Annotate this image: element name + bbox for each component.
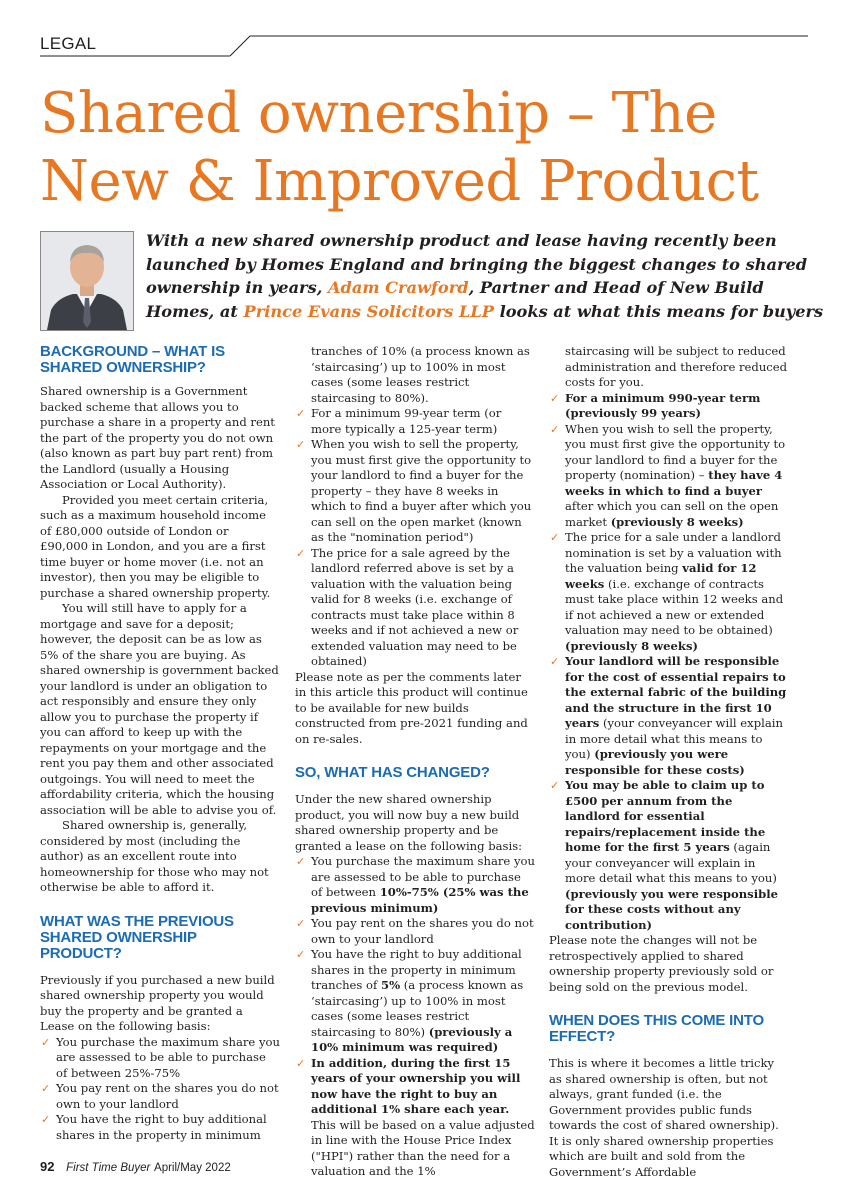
list-item: ✓ For a minimum 99-year term (or more typically a 125-year term)	[295, 406, 535, 437]
list-item: ✓ You purchase the maximum share you are assessed to be able to purchase of between 10%-75% (25% was the previous minimum)	[295, 854, 535, 916]
header-rule	[0, 0, 848, 60]
firm-name: Prince Evans Solicitors LLP	[243, 301, 494, 321]
list-item-continued: tranches of 10% (a process known as ‘staircasing’) up to 100% in most cases (some leases restrict staircasing to 80%).	[311, 344, 530, 405]
list-item: ✓ The price for a sale agreed by the landlord referred above is set by a valuation with the valuation being valid for 8 weeks (i.e. exchange of contracts must take place within 8 weeks and if not achieved a new or extended valuation may need to be obtained)	[295, 546, 535, 670]
heading-when-effect: WHEN DOES THIS COME INTO EFFECT?	[549, 1012, 764, 1045]
column-3	[549, 344, 789, 1180]
paragraph: Provided you meet certain criteria, such as a maximum household income of £80,000 outside of London or £90,000 in London, and you are a first time buyer or home mover (i.e. not an investor), then you may be eligible to purchase a shared ownership property.	[40, 492, 271, 600]
page-number: 92	[40, 1159, 55, 1174]
section-tag: LEGAL	[40, 34, 97, 53]
list-item: ✓ In addition, during the first 15 years of your ownership you will now have the right to buy an additional 1% share each year. This will be based on a value adjusted in line with the House Price Index ("HPI") rather than the need for a valuation and the 1%	[295, 1056, 535, 1180]
author-photo	[40, 231, 134, 331]
publication-name: First Time Buyer	[66, 1162, 151, 1174]
heading-background: BACKGROUND – WHAT IS SHARED OWNERSHIP?	[40, 343, 225, 376]
list-item: ✓ Your landlord will be responsible for the cost of essential repairs to the external fabric of the building and the structure in the first 10 years (your conveyancer will explain in more detail what this means to you) (previously you were responsible for these costs)	[549, 654, 789, 778]
list-item: ✓ When you wish to sell the property, you must first give the opportunity to your landlord to find a buyer for the property (nomination) – they have 4 weeks in which to find a buyer after which you can sell on the open market (previously 8 weeks)	[549, 422, 789, 531]
list-item: ✓ When you wish to sell the property, you must first give the opportunity to your landlord to find a buyer for the property – they have 8 weeks in which to find a buyer after which you can sell on the open market (known as the "nomination period")	[295, 437, 535, 546]
heading-what-changed: SO, WHAT HAS CHANGED?	[295, 764, 490, 781]
list-item: ✓ You may be able to claim up to £500 per annum from the landlord for essential repairs/replacement inside the home for the first 5 years (again your conveyancer will explain in more detail what this means to you) (previously you were responsible for these costs without any contribution)	[549, 778, 789, 933]
list-item: ✓ For a minimum 990-year term (previously 99 years)	[549, 391, 789, 422]
column-1	[40, 344, 280, 1143]
previous-terms-list	[40, 1035, 280, 1144]
paragraph: Previously if you purchased a new build shared ownership property you would buy the property and be granted a Lease on the following basis:	[40, 972, 275, 1033]
new-terms-list	[295, 854, 535, 1180]
list-item: ✓ You pay rent on the shares you do not own to your landlord	[295, 916, 535, 947]
paragraph: This is where it becomes a little tricky as shared ownership is often, but not always, grant funded (i.e. the Government provides public funds towards the cost of shared ownership). It is only shared ownership properties which are built and sold from the Government’s Affordable	[549, 1056, 779, 1179]
paragraph: Under the new shared ownership product, you will now buy a new build shared ownership property and be granted a lease on the following basis:	[295, 792, 523, 853]
paragraph: You will still have to apply for a mortgage and save for a deposit; however, the deposit can be as low as 5% of the share you are buying. As shared ownership is government backed your landlord is under an obligation to act responsibly and ensure they only allow you to purchase the property if you can afford to keep up with the repayments on your mortgage and the rent you pay them and other associated outgoings. You will need to meet the affordability criteria, which the housing association will be able to advise you of.	[40, 601, 279, 817]
paragraph: Please note as per the comments later in this article this product will continue to be available for new builds constructed from pre-2021 funding and on re-sales.	[295, 669, 528, 746]
paragraph: Shared ownership is, generally, considered by most (including the author) as an excellent route into homeownership for those who may not otherwise be able to afford it.	[40, 818, 269, 894]
previous-terms-list-cont	[295, 344, 535, 670]
new-terms-list-cont	[549, 391, 789, 934]
list-item: ✓ You have the right to buy additional shares in the property in minimum tranches of 5% (a process known as ‘staircasing’) up to 100% in most cases (some leases restrict staircasing to 80%) (previously a 10% minimum was required)	[295, 947, 535, 1056]
page-footer	[40, 1159, 231, 1174]
paragraph: Please note the changes will not be retrospectively applied to shared ownership property previously sold or being sold on the previous model.	[549, 933, 774, 994]
standfirst: With a new shared ownership product and lease having recently been launched by Homes England and bringing the biggest changes to shared ownership in years, Adam Crawford, Partner and Head of New Build Homes, at Prince Evans Solicitors LLP looks at what this means for buyers	[146, 231, 824, 321]
article-title	[40, 80, 820, 216]
heading-previous-product: WHAT WAS THE PREVIOUS SHARED OWNERSHIP PRODUCT?	[40, 912, 234, 962]
paragraph: Shared ownership is a Government backed scheme that allows you to purchase a share in a property and rent the part of the property you do not own (also known as part buy part rent) from the Landlord (usually a Housing Association or Local Authority).	[40, 384, 275, 491]
paragraph-continued: staircasing will be subject to reduced administration and therefore reduced costs for you.	[565, 344, 788, 389]
list-item: ✓ You pay rent on the shares you do not own to your landlord	[40, 1081, 280, 1112]
column-2	[295, 344, 535, 1180]
list-item: ✓ The price for a sale under a landlord nomination is set by a valuation with the valuation being valid for 12 weeks (i.e. exchange of contracts must take place within 12 weeks and if not achieved a new or extended valuation may need to be obtained) (previously 8 weeks)	[549, 530, 789, 654]
issue-date: April/May 2022	[154, 1162, 231, 1174]
title-line-2: New & Improved Product	[40, 149, 759, 214]
list-item: ✓ You have the right to buy additional shares in the property in minimum	[40, 1112, 280, 1143]
author-name: Adam Crawford	[327, 278, 469, 298]
list-item: ✓ You purchase the maximum share you are assessed to be able to purchase of between 25%-75%	[40, 1035, 280, 1082]
title-line-1: Shared ownership – The	[40, 81, 717, 146]
